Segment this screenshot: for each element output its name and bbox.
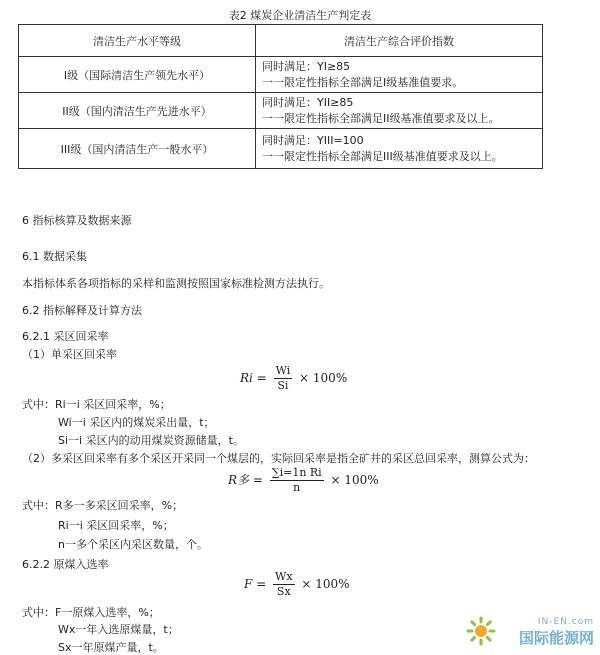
level-cell: III级（国内清洁生产一般水平）	[19, 129, 256, 169]
formula-denominator: n	[293, 481, 301, 494]
section-heading-6-2-1: 6.2.1 采区回采率	[22, 330, 109, 343]
criteria-cell	[256, 57, 543, 93]
table-row	[19, 93, 543, 129]
where-line: Sx一年原煤产量，t。	[58, 641, 164, 654]
criteria-line: 一一限定性指标全部满足III级基准值要求及以上。	[262, 149, 503, 163]
section-heading-6-1: 6.1 数据采集	[22, 250, 87, 263]
table-row	[19, 57, 543, 93]
where-line: 式中：F一原煤入选率，%；	[22, 606, 160, 619]
formula-rhs: × 100%	[299, 371, 348, 385]
where-line: Wx一年入选原煤量，t；	[58, 623, 179, 636]
formula-lhs: R多 =	[228, 473, 263, 487]
formula-numerator: Wi	[275, 364, 291, 377]
formula-denominator: Si	[277, 379, 289, 392]
formula-rhs: × 100%	[301, 577, 350, 591]
formula-washing-rate	[244, 570, 350, 599]
criteria-cell	[256, 93, 543, 129]
criteria-line: 一一限定性指标全部满足I级基准值要求。	[262, 75, 464, 89]
table-header-row	[19, 25, 543, 57]
formula-lhs: F =	[244, 577, 267, 591]
where-line: Ri一i 采区回采率，%；	[58, 519, 174, 532]
section-heading-6-2: 6.2 指标解释及计算方法	[22, 304, 142, 317]
section-heading-6: 6 指标核算及数据来源	[22, 214, 132, 227]
subsection-single-area: （1）单采区回采率	[22, 348, 117, 361]
subsection-multi-area: （2）多采区回采率有多个采区开采同一个煤层的，实际回采率是指全矿井的采区总回采率，测算公式为：	[22, 452, 535, 465]
formula-fraction	[270, 466, 324, 495]
formula-multi-area	[228, 466, 379, 495]
header-level: 清洁生产水平等级	[19, 25, 256, 57]
where-line: 式中：R多一多采区回采率，%；	[22, 499, 184, 512]
watermark	[519, 617, 594, 648]
criteria-line: 同时满足：YIII=100	[262, 133, 364, 147]
where-line: n一多个采区内采区数量，个。	[58, 538, 208, 551]
header-index: 清洁生产综合评价指数	[256, 25, 543, 57]
where-line: Si一i 采区内的动用煤炭资源储量，t。	[58, 434, 244, 447]
level-cell: I级（国际清洁生产领先水平）	[19, 57, 256, 93]
where-line: Wi一i 采区内的煤炭采出量，t；	[58, 416, 215, 429]
formula-denominator: Sx	[276, 585, 291, 598]
criteria-cell	[256, 129, 543, 169]
formula-single-area	[240, 364, 347, 393]
table-row	[19, 129, 543, 169]
formula-numerator: Wx	[275, 570, 293, 583]
evaluation-table	[18, 24, 543, 169]
criteria-line: 同时满足：YII≥85	[262, 95, 354, 109]
formula-lhs: Ri =	[240, 371, 267, 385]
criteria-line: 一一限定性指标全部满足II级基准值要求及以上。	[262, 111, 500, 125]
criteria-line: 同时满足：YI≥85	[262, 59, 351, 73]
watermark-name: 国际能源网	[518, 629, 594, 647]
watermark-site: IN-EN.com	[537, 617, 594, 627]
formula-numerator: ∑i=1n Ri	[271, 466, 322, 479]
table-caption: 表2 煤炭企业清洁生产判定表	[228, 9, 372, 22]
formula-rhs: × 100%	[330, 473, 379, 487]
paragraph-6-1: 本指标体系各项指标的采样和监测按照国家标准检测方法执行。	[22, 277, 330, 290]
formula-fraction	[274, 364, 293, 393]
level-cell: II级（国内清洁生产先进水平）	[19, 93, 256, 129]
sun-logo-icon	[466, 616, 496, 646]
formula-fraction	[273, 570, 295, 599]
where-line: 式中：Ri一i 采区回采率，%；	[22, 398, 171, 411]
section-heading-6-2-2: 6.2.2 原煤入选率	[22, 558, 109, 571]
